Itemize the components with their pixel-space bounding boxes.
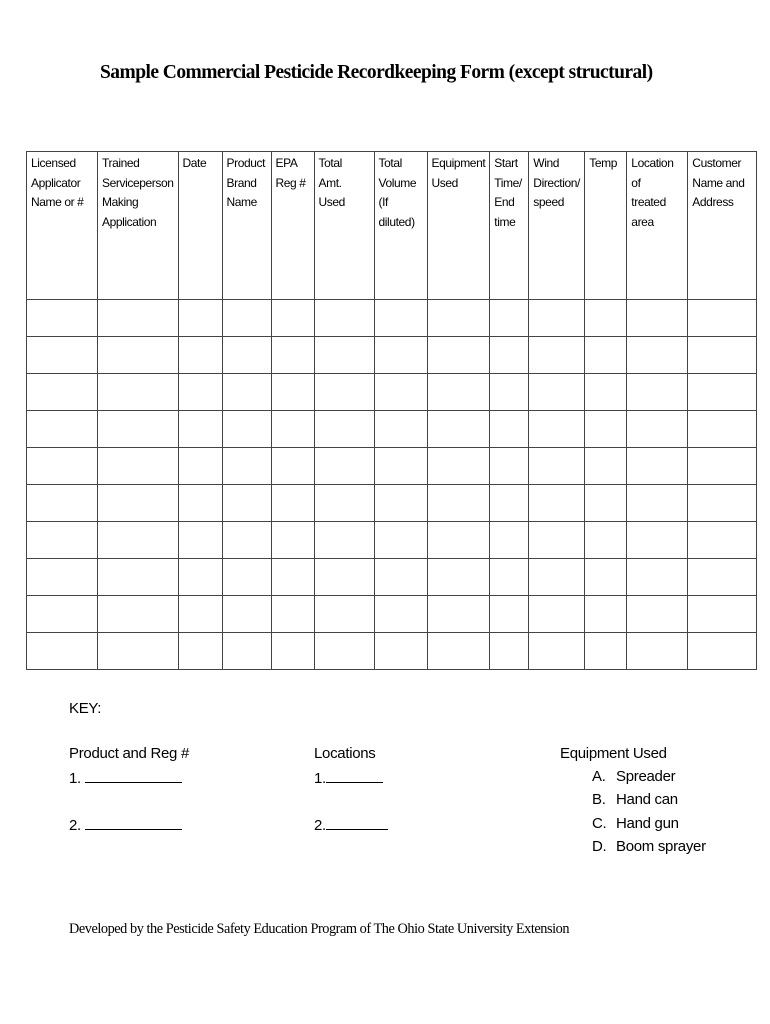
table-cell[interactable] <box>627 337 688 374</box>
table-row <box>27 374 757 411</box>
col-header-time: Start Time/ End time <box>490 152 529 300</box>
table-cell[interactable] <box>627 559 688 596</box>
record-body <box>27 300 757 670</box>
table-cell[interactable] <box>222 522 271 559</box>
table-cell[interactable] <box>490 633 529 670</box>
table-cell[interactable] <box>27 411 98 448</box>
table-cell[interactable] <box>98 485 179 522</box>
table-cell[interactable] <box>627 374 688 411</box>
table-cell[interactable] <box>688 633 757 670</box>
product-blank-1[interactable] <box>85 768 182 783</box>
table-cell[interactable] <box>585 411 627 448</box>
table-cell[interactable] <box>374 448 427 485</box>
table-row <box>27 559 757 596</box>
table-cell[interactable] <box>178 559 222 596</box>
col-header-product: Product Brand Name <box>222 152 271 300</box>
table-cell[interactable] <box>490 411 529 448</box>
table-cell[interactable] <box>222 596 271 633</box>
table-cell[interactable] <box>688 337 757 374</box>
table-row <box>27 485 757 522</box>
table-cell[interactable] <box>98 522 179 559</box>
table-cell[interactable] <box>490 485 529 522</box>
table-cell[interactable] <box>27 448 98 485</box>
equipment-heading: Equipment Used <box>560 745 667 762</box>
table-cell[interactable] <box>314 596 374 633</box>
table-cell[interactable] <box>27 559 98 596</box>
location-entry-1: 1. <box>314 768 383 787</box>
table-cell[interactable] <box>427 411 490 448</box>
table-cell[interactable] <box>374 522 427 559</box>
table-cell[interactable] <box>627 411 688 448</box>
table-cell[interactable] <box>627 633 688 670</box>
table-cell[interactable] <box>178 411 222 448</box>
equipment-item: A. Spreader <box>592 768 676 785</box>
table-cell[interactable] <box>490 522 529 559</box>
table-cell[interactable] <box>529 448 585 485</box>
table-cell[interactable] <box>27 374 98 411</box>
table-cell[interactable] <box>427 485 490 522</box>
table-cell[interactable] <box>627 522 688 559</box>
col-header-total-volume: Total Volume (If diluted) <box>374 152 427 300</box>
table-cell[interactable] <box>427 596 490 633</box>
col-header-temp: Temp <box>585 152 627 300</box>
table-row <box>27 411 757 448</box>
col-header-equipment: Equipment Used <box>427 152 490 300</box>
table-cell[interactable] <box>314 374 374 411</box>
table-cell[interactable] <box>585 522 627 559</box>
table-cell[interactable] <box>98 411 179 448</box>
table-row <box>27 448 757 485</box>
table-cell[interactable] <box>314 337 374 374</box>
table-row <box>27 596 757 633</box>
table-cell[interactable] <box>178 300 222 337</box>
col-header-wind: Wind Direction/ speed <box>529 152 585 300</box>
table-cell[interactable] <box>490 559 529 596</box>
table-cell[interactable] <box>222 559 271 596</box>
table-cell[interactable] <box>585 596 627 633</box>
key-heading: KEY: <box>69 700 102 717</box>
table-cell[interactable] <box>314 485 374 522</box>
table-cell[interactable] <box>222 300 271 337</box>
table-cell[interactable] <box>374 633 427 670</box>
table-cell[interactable] <box>271 374 314 411</box>
table-cell[interactable] <box>427 559 490 596</box>
table-cell[interactable] <box>374 559 427 596</box>
table-cell[interactable] <box>427 374 490 411</box>
table-cell[interactable] <box>490 448 529 485</box>
table-cell[interactable] <box>688 300 757 337</box>
table-cell[interactable] <box>178 337 222 374</box>
table-cell[interactable] <box>314 448 374 485</box>
table-cell[interactable] <box>27 633 98 670</box>
table-cell[interactable] <box>374 596 427 633</box>
product-entry-2: 2. <box>69 815 182 834</box>
table-cell[interactable] <box>427 522 490 559</box>
table-cell[interactable] <box>178 596 222 633</box>
table-cell[interactable] <box>427 448 490 485</box>
form-title: Sample Commercial Pesticide Recordkeeping Form (except structural) <box>100 62 653 83</box>
table-cell[interactable] <box>314 559 374 596</box>
table-cell[interactable] <box>222 374 271 411</box>
table-cell[interactable] <box>98 337 179 374</box>
table-cell[interactable] <box>374 337 427 374</box>
table-cell[interactable] <box>529 633 585 670</box>
table-cell[interactable] <box>222 448 271 485</box>
table-cell[interactable] <box>98 300 179 337</box>
table-cell[interactable] <box>222 485 271 522</box>
table-cell[interactable] <box>585 374 627 411</box>
table-cell[interactable] <box>98 559 179 596</box>
table-cell[interactable] <box>374 411 427 448</box>
table-cell[interactable] <box>627 448 688 485</box>
header-row <box>27 152 757 300</box>
col-header-customer: Customer Name and Address <box>688 152 757 300</box>
locations-heading: Locations <box>314 745 376 762</box>
table-cell[interactable] <box>98 448 179 485</box>
table-cell[interactable] <box>529 337 585 374</box>
table-cell[interactable] <box>529 374 585 411</box>
footer-credit: Developed by the Pesticide Safety Education Program of The Ohio State University Extension <box>69 921 570 937</box>
table-cell[interactable] <box>374 374 427 411</box>
table-row <box>27 300 757 337</box>
table-cell[interactable] <box>271 633 314 670</box>
col-header-date: Date <box>178 152 222 300</box>
table-cell[interactable] <box>178 522 222 559</box>
table-cell[interactable] <box>27 522 98 559</box>
table-cell[interactable] <box>374 300 427 337</box>
table-cell[interactable] <box>222 633 271 670</box>
table-row <box>27 522 757 559</box>
table-cell[interactable] <box>688 522 757 559</box>
product-heading: Product and Reg # <box>69 745 189 762</box>
location-entry-2: 2. <box>314 815 388 834</box>
table-cell[interactable] <box>27 596 98 633</box>
table-cell[interactable] <box>271 300 314 337</box>
table-cell[interactable] <box>627 596 688 633</box>
equipment-item: B. Hand can <box>592 791 678 809</box>
table-cell[interactable] <box>688 596 757 633</box>
table-cell[interactable] <box>529 300 585 337</box>
table-cell[interactable] <box>585 337 627 374</box>
table-cell[interactable] <box>585 300 627 337</box>
table-cell[interactable] <box>688 485 757 522</box>
table-cell[interactable] <box>490 596 529 633</box>
table-cell[interactable] <box>688 448 757 485</box>
equipment-item: D. Boom sprayer <box>592 837 706 855</box>
table-cell[interactable] <box>314 411 374 448</box>
table-cell[interactable] <box>427 300 490 337</box>
table-cell[interactable] <box>427 337 490 374</box>
product-blank-2[interactable] <box>85 815 182 830</box>
location-blank-2[interactable] <box>326 815 388 830</box>
col-header-total-amt: Total Amt. Used <box>314 152 374 300</box>
table-cell[interactable] <box>98 633 179 670</box>
col-header-epa-reg: EPA Reg # <box>271 152 314 300</box>
table-cell[interactable] <box>585 448 627 485</box>
table-cell[interactable] <box>314 300 374 337</box>
table-cell[interactable] <box>314 633 374 670</box>
table-cell[interactable] <box>178 374 222 411</box>
table-cell[interactable] <box>529 522 585 559</box>
table-cell[interactable] <box>585 633 627 670</box>
record-table <box>26 151 757 670</box>
table-cell[interactable] <box>688 411 757 448</box>
table-cell[interactable] <box>427 633 490 670</box>
table-cell[interactable] <box>178 448 222 485</box>
table-cell[interactable] <box>688 374 757 411</box>
table-cell[interactable] <box>271 485 314 522</box>
table-cell[interactable] <box>627 300 688 337</box>
table-cell[interactable] <box>178 633 222 670</box>
table-cell[interactable] <box>222 411 271 448</box>
table-cell[interactable] <box>374 485 427 522</box>
table-cell[interactable] <box>271 337 314 374</box>
table-cell[interactable] <box>271 596 314 633</box>
table-cell[interactable] <box>271 411 314 448</box>
table-cell[interactable] <box>490 374 529 411</box>
table-row <box>27 337 757 374</box>
table-row <box>27 633 757 670</box>
table-cell[interactable] <box>98 596 179 633</box>
table-cell[interactable] <box>271 522 314 559</box>
location-blank-1[interactable] <box>326 768 383 783</box>
equipment-item: C. Hand gun <box>592 814 679 832</box>
table-cell[interactable] <box>178 485 222 522</box>
table-cell[interactable] <box>271 448 314 485</box>
table-cell[interactable] <box>585 485 627 522</box>
table-cell[interactable] <box>98 374 179 411</box>
table-cell[interactable] <box>529 485 585 522</box>
table-cell[interactable] <box>529 559 585 596</box>
table-cell[interactable] <box>271 559 314 596</box>
table-cell[interactable] <box>490 337 529 374</box>
col-header-applicator: Licensed Applicator Name or # <box>27 152 98 300</box>
col-header-location: Location of treated area <box>627 152 688 300</box>
table-cell[interactable] <box>222 337 271 374</box>
table-cell[interactable] <box>688 559 757 596</box>
table-cell[interactable] <box>529 411 585 448</box>
col-header-serviceperson: Trained Serviceperson Making Application <box>98 152 179 300</box>
table-cell[interactable] <box>27 337 98 374</box>
table-cell[interactable] <box>529 596 585 633</box>
table-cell[interactable] <box>314 522 374 559</box>
table-cell[interactable] <box>27 485 98 522</box>
table-cell[interactable] <box>627 485 688 522</box>
product-entry-1: 1. <box>69 768 182 787</box>
table-cell[interactable] <box>490 300 529 337</box>
table-cell[interactable] <box>27 300 98 337</box>
equipment-list <box>592 768 706 861</box>
table-cell[interactable] <box>585 559 627 596</box>
